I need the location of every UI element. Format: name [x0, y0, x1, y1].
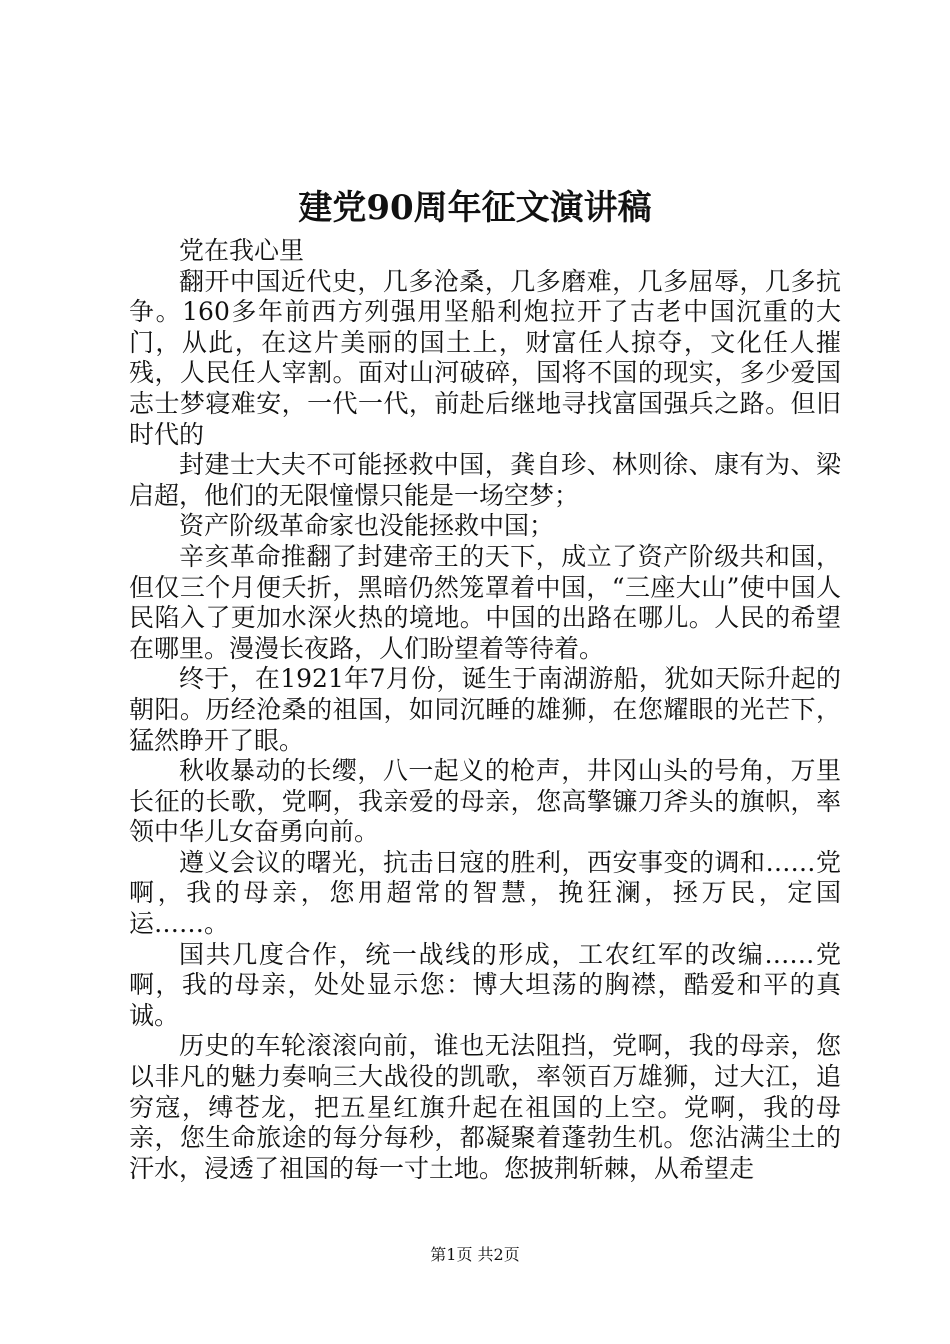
- paragraph: 秋收暴动的长缨，八一起义的枪声，井冈山头的号角，万里长征的长歌，党啊，我亲爱的母亲，您高擎镰刀斧头的旗帜，率领中华儿女奋勇向前。: [129, 756, 841, 847]
- document-body: [129, 236, 841, 1184]
- paragraph-heading: 党在我心里: [179, 236, 305, 265]
- paragraph: 国共几度合作，统一战线的形成，工农红军的改编……党啊，我的母亲，处处显示您：博大坦荡的胸襟，酷爱和平的真诚。: [129, 939, 841, 1030]
- paragraph: 封建士大夫不可能拯救中国，龚自珍、林则徐、康有为、梁启超，他们的无限憧憬只能是一场空梦；: [129, 450, 841, 510]
- paragraph: 遵义会议的曙光，抗击日寇的胜利，西安事变的调和……党啊，我的母亲，您用超常的智慧，挽狂澜，拯万民，定国运……。: [129, 847, 841, 939]
- paragraph: 历史的车轮滚滚向前，谁也无法阻挡，党啊，我的母亲，您以非凡的魅力奏响三大战役的凯歌，率领百万雄狮，过大江，追穷寇，缚苍龙，把五星红旗升起在祖国的上空。党啊，我的母亲，您生命旅途的每分每秒，都凝聚着蓬勃生机。您沾满尘土的汗水，浸透了祖国的每一寸土地。您披荆斩棘，从希望走: [129, 1031, 841, 1183]
- document-title: 建党90周年征文演讲稿: [298, 188, 652, 228]
- paragraph: 终于，在1921年7月份，诞生于南湖游船，犹如天际升起的朝阳。历经沧桑的祖国，如同沉睡的雄狮，在您耀眼的光芒下，猛然睁开了眼。: [129, 664, 841, 755]
- paragraph: 辛亥革命推翻了封建帝王的天下，成立了资产阶级共和国，但仅三个月便夭折，黑暗仍然笼罩着中国，“三座大山”使中国人民陷入了更加水深火热的境地。中国的出路在哪儿。人民的希望在哪里。漫漫长夜路，人们盼望着等待着。: [129, 541, 841, 663]
- paragraph: 资产阶级革命家也没能拯救中国；: [179, 511, 555, 541]
- paragraph: 翻开中国近代史，几多沧桑，几多磨难，几多屈辱，几多抗争。160多年前西方列强用坚船利炮拉开了古老中国沉重的大门，从此，在这片美丽的国土上，财富任人掠夺，文化任人摧残，人民任人宰割。面对山河破碎，国将不国的现实，多少爱国志士梦寝难安，一代一代，前赴后继地寻找富国强兵之路。但旧时代的: [129, 266, 841, 449]
- page-footer: 第1页 共2页: [430, 1245, 520, 1264]
